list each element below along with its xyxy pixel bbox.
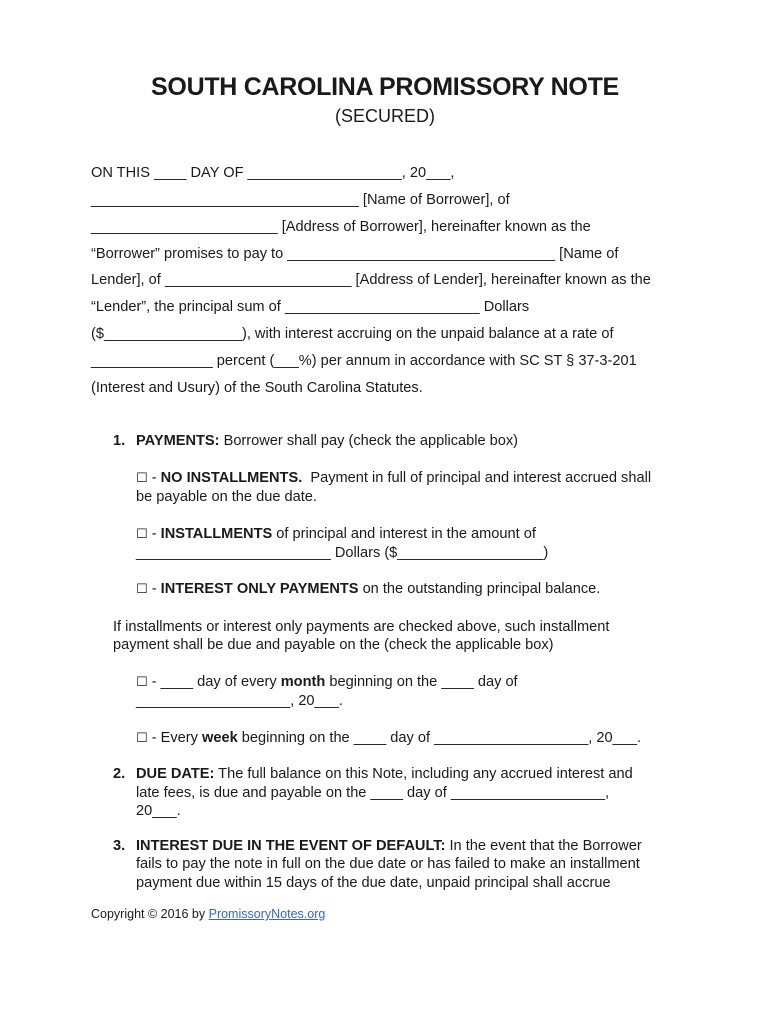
option-interest-only — [136, 580, 600, 599]
option-text-continued: ___________________, 20___. — [136, 693, 343, 709]
option-text: - ____ day of every — [147, 674, 281, 690]
section-number: 1. — [113, 433, 126, 449]
intro-line: _______________________ [Address of Borrower], hereinafter known as the — [91, 219, 591, 235]
intro-line: ON THIS ____ DAY OF ___________________, 20___, — [91, 165, 455, 181]
schedule-intro: payment shall be due and payable on the (check the applicable box) — [113, 637, 554, 653]
checkbox-icon[interactable]: ☐ — [136, 731, 148, 746]
section-number: 3. — [113, 838, 126, 854]
option-no-installments — [136, 469, 651, 488]
option-text: - Every — [147, 730, 202, 746]
checkbox-icon[interactable]: ☐ — [136, 471, 148, 486]
option-text: on the outstanding principal balance. — [358, 581, 601, 597]
option-prefix: - — [147, 470, 161, 486]
checkbox-icon[interactable]: ☐ — [136, 582, 148, 597]
default-interest-text: In the event that the Borrower — [445, 838, 642, 854]
option-text-continued: ________________________ Dollars ($__________________) — [136, 545, 549, 561]
intro-line: “Borrower” promises to pay to _________________________________ [Name of — [91, 246, 619, 262]
default-interest-text-continued: fails to pay the note in full on the due date or has failed to make an installment — [136, 856, 640, 872]
payments-heading-label: PAYMENTS: — [136, 433, 220, 449]
option-prefix: - — [147, 526, 161, 542]
document-title: SOUTH CAROLINA PROMISSORY NOTE — [151, 73, 619, 101]
schedule-intro: If installments or interest only payments are checked above, such installment — [113, 619, 610, 635]
due-date-label: DUE DATE: — [136, 766, 215, 782]
promissorynotes-link[interactable]: PromissoryNotes.org — [208, 907, 326, 921]
default-interest-heading — [136, 837, 642, 855]
checkbox-icon[interactable]: ☐ — [136, 527, 148, 542]
copyright-text: Copyright © 2016 by — [91, 907, 209, 921]
intro-line: (Interest and Usury) of the South Carolina Statutes. — [91, 380, 423, 396]
option-label: INTEREST ONLY PAYMENTS — [160, 581, 359, 597]
option-text: of principal and interest in the amount of — [272, 526, 536, 542]
option-text: beginning on the ____ day of ___________________, 20___. — [237, 730, 642, 746]
default-interest-label: INTEREST DUE IN THE EVENT OF DEFAULT: — [136, 838, 446, 854]
option-emphasis: month — [280, 674, 326, 690]
option-text: Payment in full of principal and interest accrued shall — [302, 470, 652, 486]
due-date-text-continued: late fees, is due and payable on the ____ day of ___________________, — [136, 785, 610, 801]
option-prefix: - — [147, 581, 161, 597]
intro-line: _________________________________ [Name of Borrower], of — [91, 192, 510, 208]
section-number: 2. — [113, 766, 126, 782]
due-date-text: The full balance on this Note, including any accrued interest and — [214, 766, 633, 782]
copyright-footer — [91, 906, 325, 922]
payments-text: Borrower shall pay (check the applicable box) — [219, 433, 519, 449]
option-text-continued: be payable on the due date. — [136, 489, 317, 505]
default-interest-text-continued: payment due within 15 days of the due date, unpaid principal shall accrue — [136, 875, 611, 891]
due-date-text-continued: 20___. — [136, 803, 181, 819]
option-emphasis: week — [201, 730, 238, 746]
document-subtitle: (SECURED) — [334, 106, 435, 126]
checkbox-icon[interactable]: ☐ — [136, 675, 148, 690]
option-label: NO INSTALLMENTS. — [160, 470, 303, 486]
option-label: INSTALLMENTS — [160, 526, 273, 542]
payments-heading — [136, 432, 518, 450]
option-text: beginning on the ____ day of — [325, 674, 518, 690]
option-monthly — [136, 673, 518, 692]
intro-line: “Lender”, the principal sum of ________________________ Dollars — [91, 299, 530, 315]
option-weekly — [136, 729, 641, 748]
intro-line: _______________ percent (___%) per annum in accordance with SC ST § 37-3-201 — [91, 353, 637, 369]
option-installments — [136, 525, 536, 544]
intro-line: ($_________________), with interest accruing on the unpaid balance at a rate of — [91, 326, 614, 342]
intro-line: Lender], of _______________________ [Address of Lender], hereinafter known as the — [91, 272, 651, 288]
due-date-heading — [136, 765, 633, 783]
